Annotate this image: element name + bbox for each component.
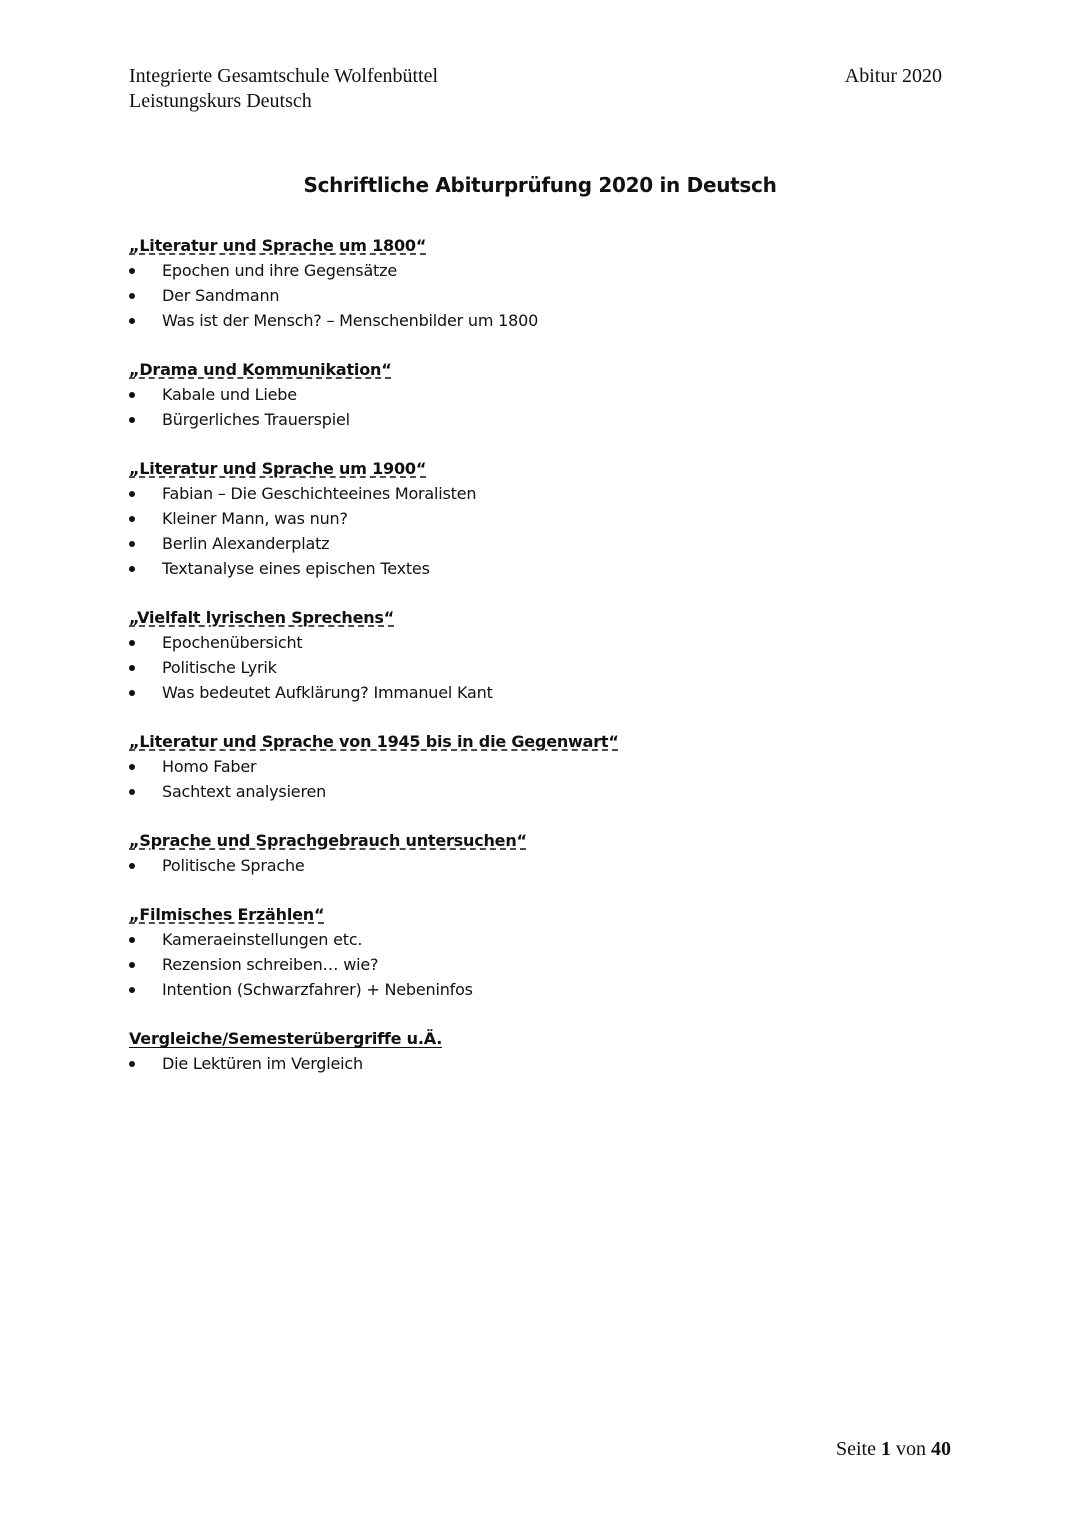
section-lyrik — [129, 605, 949, 705]
list-item: Rezension schreiben… wie? — [129, 952, 949, 977]
page-number: Seite 1 von 40 — [836, 1438, 951, 1460]
list-item: Kleiner Mann, was nun? — [129, 506, 949, 531]
school-name: Integrierte Gesamtschule Wolfenbüttel — [129, 65, 439, 87]
section-heading: „Sprache und Sprachgebrauch untersuchen“ — [129, 831, 527, 850]
document-title: Schriftliche Abiturprüfung 2020 in Deutsch — [303, 173, 777, 197]
list-item: Die Lektüren im Vergleich — [129, 1051, 949, 1076]
bullet-icon — [129, 690, 135, 696]
list-item: Bürgerliches Trauerspiel — [129, 407, 949, 432]
bullet-icon — [129, 1061, 135, 1067]
bullet-icon — [129, 417, 135, 423]
bullet-icon — [129, 318, 135, 324]
bullet-icon — [129, 764, 135, 770]
section-heading: „Vielfalt lyrischen Sprechens“ — [129, 608, 395, 627]
list-item: Was ist der Mensch? – Menschenbilder um 1800 — [129, 308, 949, 333]
list-item: Was bedeutet Aufklärung? Immanuel Kant — [129, 680, 949, 705]
section-literatur-1900 — [129, 456, 949, 581]
list-item: Kameraeinstellungen etc. — [129, 927, 949, 952]
list-item: Der Sandmann — [129, 283, 949, 308]
section-heading: „Literatur und Sprache von 1945 bis in die Gegenwart“ — [129, 732, 619, 751]
section-heading: „Drama und Kommunikation“ — [129, 360, 392, 379]
total-pages: 40 — [931, 1438, 951, 1460]
exam-year-label: Abitur 2020 — [844, 65, 942, 87]
bullet-icon — [129, 640, 135, 646]
bullet-icon — [129, 937, 135, 943]
bullet-icon — [129, 392, 135, 398]
list-item: Epochenübersicht — [129, 630, 949, 655]
current-page: 1 — [881, 1438, 891, 1460]
bullet-icon — [129, 491, 135, 497]
bullet-icon — [129, 863, 135, 869]
section-literatur-1800 — [129, 233, 949, 333]
bullet-icon — [129, 268, 135, 274]
section-heading: „Filmisches Erzählen“ — [129, 905, 325, 924]
bullet-icon — [129, 541, 135, 547]
section-vergleiche — [129, 1026, 949, 1076]
bullet-icon — [129, 962, 135, 968]
list-item: Politische Lyrik — [129, 655, 949, 680]
page-header-left — [129, 64, 438, 114]
list-item: Intention (Schwarzfahrer) + Nebeninfos — [129, 977, 949, 1002]
section-heading: Vergleiche/Semesterübergriffe u.Ä. — [129, 1029, 443, 1048]
bullet-icon — [129, 789, 135, 795]
list-item: Sachtext analysieren — [129, 779, 949, 804]
bullet-icon — [129, 987, 135, 993]
section-sprachgebrauch — [129, 828, 949, 878]
section-drama-kommunikation — [129, 357, 949, 432]
section-heading: „Literatur und Sprache um 1800“ — [129, 236, 427, 255]
section-literatur-1945 — [129, 729, 949, 804]
list-item: Kabale und Liebe — [129, 382, 949, 407]
list-item: Textanalyse eines epischen Textes — [129, 556, 949, 581]
list-item: Homo Faber — [129, 754, 949, 779]
list-item: Fabian – Die Geschichteeines Moralisten — [129, 481, 949, 506]
list-item: Berlin Alexanderplatz — [129, 531, 949, 556]
course-name: Leistungskurs Deutsch — [129, 90, 312, 112]
topic-list — [129, 233, 949, 1100]
bullet-icon — [129, 665, 135, 671]
list-item: Politische Sprache — [129, 853, 949, 878]
list-item: Epochen und ihre Gegensätze — [129, 258, 949, 283]
section-heading: „Literatur und Sprache um 1900“ — [129, 459, 427, 478]
bullet-icon — [129, 293, 135, 299]
bullet-icon — [129, 566, 135, 572]
section-filmisches-erzaehlen — [129, 902, 949, 1002]
bullet-icon — [129, 516, 135, 522]
